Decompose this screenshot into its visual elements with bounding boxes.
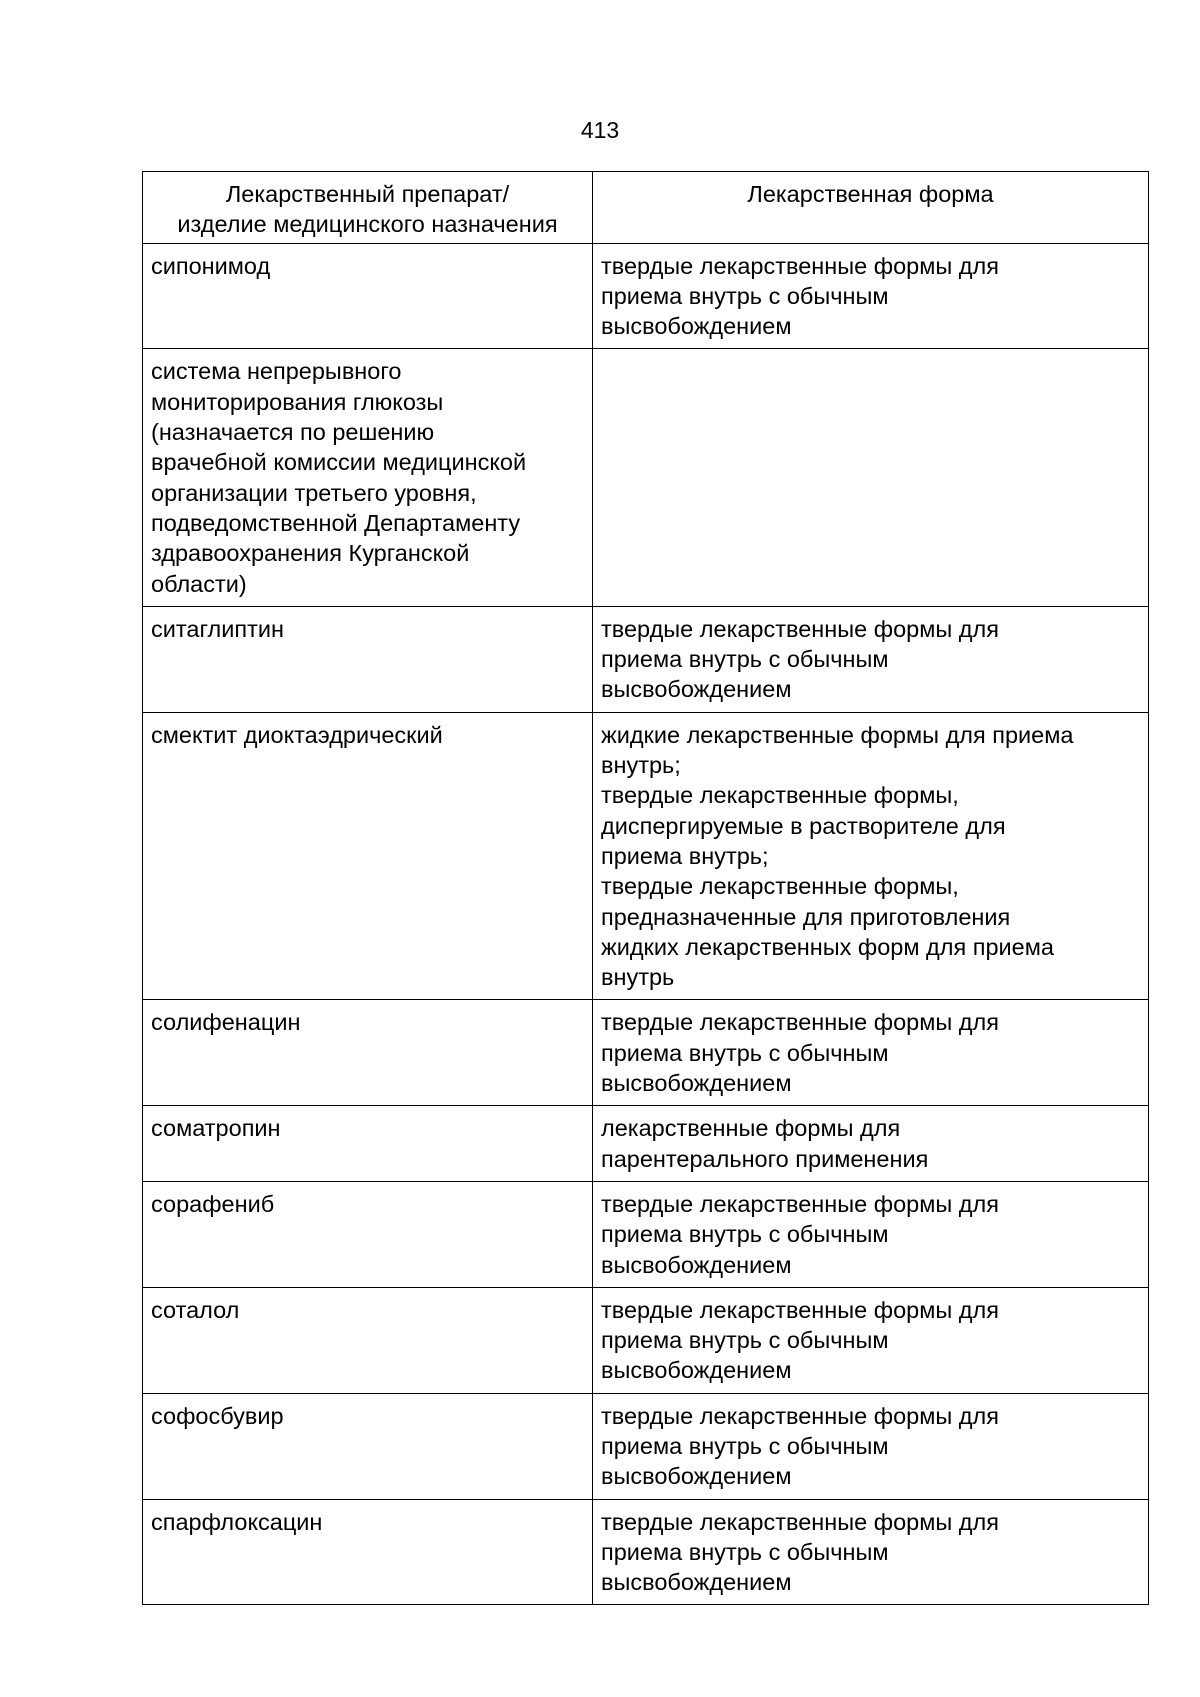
drug-cell: сипонимод [143,243,593,349]
drug-cell: солифенацин [143,1000,593,1106]
form-cell: твердые лекарственные формы для приема внутрь с обычным высвобождением [593,1181,1149,1287]
page-number: 413 [580,117,620,143]
form-cell: жидкие лекарственные формы для приема внутрь; твердые лекарственные формы, диспергируемые в растворителе для приема внутрь; твердые лекарственные формы, предназначенные для приготовления жидких лекарственных форм для приема внутрь [593,712,1149,1000]
table-row [143,1393,1149,1499]
table-row [143,606,1149,712]
drug-cell: соматропин [143,1106,593,1182]
table-row [143,712,1149,1000]
table-row [143,243,1149,349]
form-cell [593,349,1149,606]
form-cell: твердые лекарственные формы для приема внутрь с обычным высвобождением [593,1499,1149,1605]
form-cell: твердые лекарственные формы для приема внутрь с обычным высвобождением [593,243,1149,349]
drug-cell: смектит диоктаэдрический [143,712,593,1000]
table-row [143,1000,1149,1106]
drug-cell: ситаглиптин [143,606,593,712]
table-row [143,1499,1149,1605]
table-header-row [143,172,1149,244]
form-cell: твердые лекарственные формы для приема внутрь с обычным высвобождением [593,1287,1149,1393]
form-cell: твердые лекарственные формы для приема внутрь с обычным высвобождением [593,1000,1149,1106]
table-row [143,1106,1149,1182]
drug-cell: система непрерывного мониторирования глюкозы (назначается по решению врачебной комиссии медицинской организации третьего уровня, подведомственной Департаменту здравоохранения Курганской области) [143,349,593,606]
header-drug: Лекарственный препарат/ изделие медицинского назначения [143,172,593,244]
form-cell: твердые лекарственные формы для приема внутрь с обычным высвобождением [593,1393,1149,1499]
drug-cell: софосбувир [143,1393,593,1499]
form-cell: лекарственные формы для парентерального применения [593,1106,1149,1182]
table-row [143,349,1149,606]
drug-forms-table [142,171,1149,1605]
header-form: Лекарственная форма [593,172,1149,244]
table-row [143,1287,1149,1393]
drug-cell: спарфлоксацин [143,1499,593,1605]
table-row [143,1181,1149,1287]
drug-cell: соталол [143,1287,593,1393]
drug-cell: сорафениб [143,1181,593,1287]
form-cell: твердые лекарственные формы для приема внутрь с обычным высвобождением [593,606,1149,712]
